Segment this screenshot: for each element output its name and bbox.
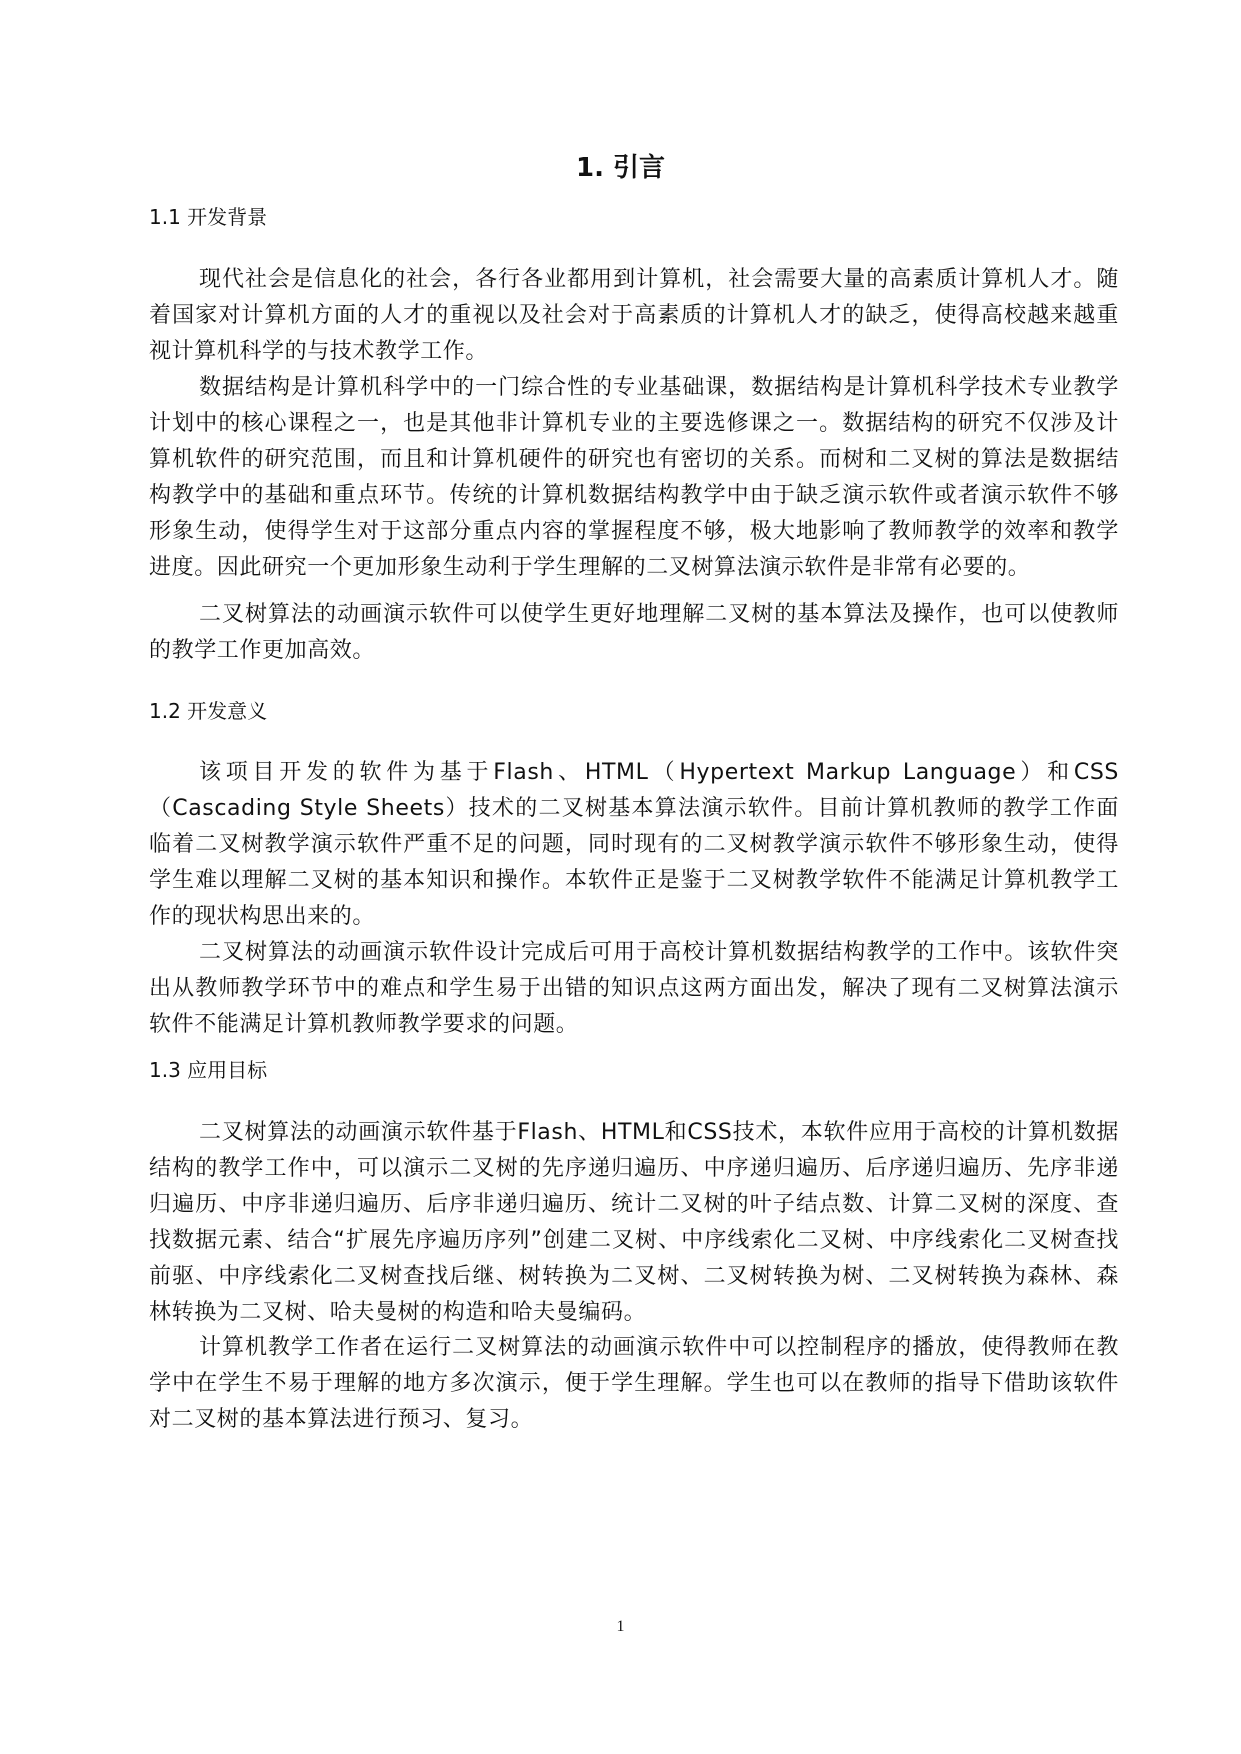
- paragraph: 现代社会是信息化的社会，各行各业都用到计算机，社会需要大量的高素质计算机人才。随着国家对计算机方面的人才的重视以及社会对于高素质的计算机人才的缺乏，使得高校越来越重视计算机科学的与技术教学工作。: [149, 267, 1119, 364]
- paragraph: 计算机教学工作者在运行二叉树算法的动画演示软件中可以控制程序的播放，使得教师在教学中在学生不易于理解的地方多次演示，便于学生理解。学生也可以在教师的指导下借助该软件对二叉树的基本算法进行预习、复习。: [149, 1335, 1119, 1432]
- paragraph: 二叉树算法的动画演示软件基于Flash、HTML和CSS技术，本软件应用于高校的计算机数据结构的教学工作中，可以演示二叉树的先序递归遍历、中序递归遍历、后序递归遍历、先序非递归遍历、中序非递归遍历、后序非递归遍历、统计二叉树的叶子结点数、计算二叉树的深度、查找数据元素、结合“扩展先序遍历序列”创建二叉树、中序线索化二叉树、中序线索化二叉树查找前驱、中序线索化二叉树查找后继、树转换为二叉树、二叉树转换为树、二叉树转换为森林、森林转换为二叉树、哈夫曼树的构造和哈夫曼编码。: [149, 1120, 1119, 1325]
- section-heading-1-2: 1.2 开发意义: [149, 699, 268, 723]
- paragraph: 二叉树算法的动画演示软件设计完成后可用于高校计算机数据结构教学的工作中。该软件突出从教师教学环节中的难点和学生易于出错的知识点这两方面出发，解决了现有二叉树算法演示软件不能满足计算机教师教学要求的问题。: [149, 940, 1119, 1037]
- page-number: 1: [616, 1618, 625, 1635]
- chapter-title: 1. 引言: [575, 153, 666, 183]
- section-heading-1-1: 1.1 开发背景: [149, 205, 268, 229]
- section-heading-1-3: 1.3 应用目标: [149, 1058, 268, 1082]
- paragraph: 该项目开发的软件为基于Flash、HTML（Hypertext Markup Language）和CSS（Cascading Style Sheets）技术的二叉树基本算法演示软件。目前计算机教师的教学工作面临着二叉树教学演示软件严重不足的问题，同时现有的二叉树教学演示软件不够形象生动，使得学生难以理解二叉树的基本知识和操作。本软件正是鉴于二叉树教学软件不能满足计算机教学工作的现状构思出来的。: [149, 760, 1119, 929]
- paragraph: 二叉树算法的动画演示软件可以使学生更好地理解二叉树的基本算法及操作，也可以使教师的教学工作更加高效。: [149, 602, 1119, 663]
- paragraph: 数据结构是计算机科学中的一门综合性的专业基础课，数据结构是计算机科学技术专业教学计划中的核心课程之一，也是其他非计算机专业的主要选修课之一。数据结构的研究不仅涉及计算机软件的研究范围，而且和计算机硬件的研究也有密切的关系。而树和二叉树的算法是数据结构教学中的基础和重点环节。传统的计算机数据结构教学中由于缺乏演示软件或者演示软件不够形象生动，使得学生对于这部分重点内容的掌握程度不够，极大地影响了教师教学的效率和教学进度。因此研究一个更加形象生动利于学生理解的二叉树算法演示软件是非常有必要的。: [149, 375, 1119, 580]
